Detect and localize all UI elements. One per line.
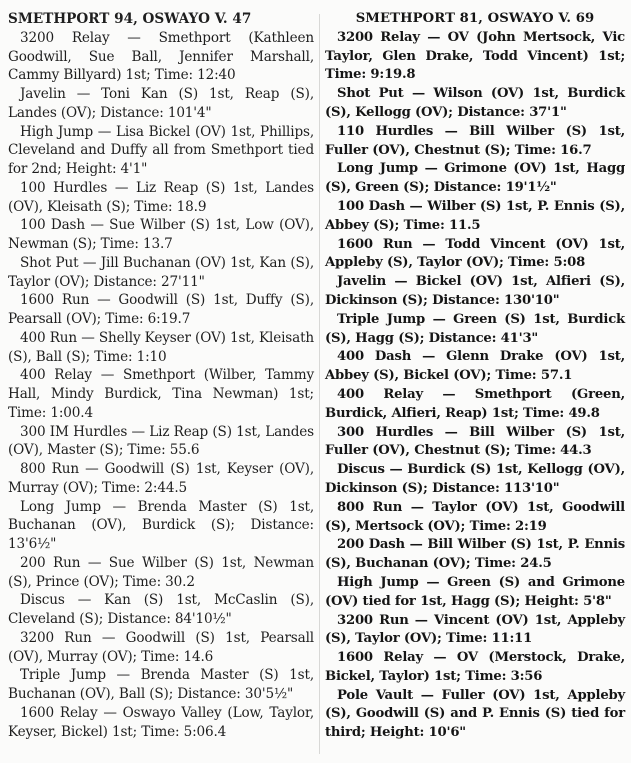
event-result: 3200 Relay — OV (John Mertsock, Vic Taylor, Glen Drake, Todd Vincent) 1st; Time: 9:19.8 [325, 29, 625, 83]
event-result: 1600 Relay — Oswayo Valley (Low, Taylor, Keyser, Bickel) 1st; Time: 5:06.4 [8, 704, 314, 740]
event-result: 110 Hurdles — Bill Wilber (S) 1st, Fuller (OV), Chestnut (S); Time: 16.7 [325, 123, 625, 158]
event-result: 3200 Relay — Smethport (Kathleen Goodwill, Sue Ball, Jennifer Marshall, Cammy Billyard) 1st; Time: 12:40 [8, 29, 314, 84]
event-result: High Jump — Lisa Bickel (OV) 1st, Phillips, Cleveland and Duffy all from Smethport tied for 2nd; Height: 4'1" [8, 123, 314, 177]
event-result: 1600 Run — Goodwill (S) 1st, Duffy (S), Pearsall (OV); Time: 6:19.7 [8, 292, 314, 327]
event-result: Discus — Kan (S) 1st, McCaslin (S), Cleveland (S); Distance: 84'10½" [8, 592, 314, 627]
event-result: Long Jump — Brenda Master (S) 1st, Buchanan (OV), Burdick (S); Distance: 13'6½" [8, 498, 314, 552]
event-result: 1600 Relay — OV (Merstock, Drake, Bickel, Taylor) 1st; Time: 3:56 [325, 650, 625, 684]
event-result: 200 Dash — Bill Wilber (S) 1st, P. Ennis (S), Buchanan (OV); Time: 24.5 [325, 537, 625, 572]
event-result: 3200 Run — Goodwill (S) 1st, Pearsall (OV), Murray (OV); Time: 14.6 [8, 629, 314, 665]
column-divider [319, 14, 320, 754]
event-result: 100 Dash — Wilber (S) 1st, P. Ennis (S), Abbey (S); Time: 11.5 [325, 198, 625, 233]
girls-meet-heading: SMETHPORT 94, OSWAYO V. 47 [8, 11, 252, 27]
event-result: Javelin — Toni Kan (S) 1st, Reap (S), Landes (OV); Distance: 101'4" [8, 86, 314, 121]
event-result: Triple Jump — Brenda Master (S) 1st, Buchanan (OV), Ball (S); Distance: 30'5½" [8, 667, 314, 702]
event-result: 300 Hurdles — Bill Wilber (S) 1st, Fuller (OV), Chestnut (S); Time: 44.3 [325, 424, 625, 459]
event-result: Javelin — Bickel (OV) 1st, Alfieri (S), Dickinson (S); Distance: 130'10" [325, 274, 625, 308]
event-result: 300 IM Hurdles — Liz Reap (S) 1st, Landes (OV), Master (S); Time: 55.6 [8, 423, 314, 459]
event-result: 800 Run — Goodwill (S) 1st, Keyser (OV), Murray (OV); Time: 2:44.5 [8, 461, 314, 496]
event-result: 400 Run — Shelly Keyser (OV) 1st, Kleisath (S), Ball (S); Time: 1:10 [8, 329, 314, 365]
event-result: 400 Relay — Smethport (Wilber, Tammy Hall, Mindy Burdick, Tina Newman) 1st; Time: 1:00.4 [8, 367, 314, 421]
event-result: 800 Run — Taylor (OV) 1st, Goodwill (S), Mertsock (OV); Time: 2:19 [325, 499, 625, 534]
event-result: 100 Dash — Sue Wilber (S) 1st, Low (OV), Newman (S); Time: 13.7 [8, 217, 314, 252]
boys-meet-heading: SMETHPORT 81, OSWAYO V. 69 [355, 11, 595, 26]
girls-results-column [8, 10, 314, 741]
event-result: Triple Jump — Green (S) 1st, Burdick (S), Hagg (S); Distance: 41'3" [325, 311, 625, 346]
event-result: 3200 Run — Vincent (OV) 1st, Appleby (S), Taylor (OV); Time: 11:11 [325, 612, 625, 647]
event-result: 100 Hurdles — Liz Reap (S) 1st, Landes (OV), Kleisath (S); Time: 18.9 [8, 179, 314, 215]
event-result: Shot Put — Jill Buchanan (OV) 1st, Kan (S), Taylor (OV); Distance: 27'11" [8, 254, 314, 290]
event-result: High Jump — Green (S) and Grimone (OV) tied for 1st, Hagg (S); Height: 5'8" [325, 574, 625, 609]
event-result: Pole Vault — Fuller (OV) 1st, Appleby (S), Goodwill (S) and P. Ennis (S) tied for third; Height: 10'6" [325, 687, 625, 741]
boys-results-column [325, 10, 625, 743]
event-result: 200 Run — Sue Wilber (S) 1st, Newman (S), Prince (OV); Time: 30.2 [8, 554, 314, 590]
event-result: 1600 Run — Todd Vincent (OV) 1st, Appleby (S), Taylor (OV); Time: 5:08 [325, 236, 625, 271]
event-result: Long Jump — Grimone (OV) 1st, Hagg (S), Green (S); Distance: 19'1½" [325, 161, 625, 196]
event-result: 400 Dash — Glenn Drake (OV) 1st, Abbey (S), Bickel (OV); Time: 57.1 [325, 349, 625, 384]
event-result: Discus — Burdick (S) 1st, Kellogg (OV), Dickinson (S); Distance: 113'10" [325, 462, 625, 496]
girls-event-list [8, 29, 314, 742]
event-result: Shot Put — Wilson (OV) 1st, Burdick (S), Kellogg (OV); Distance: 37'1" [325, 86, 625, 120]
boys-event-list [325, 29, 625, 743]
event-result: 400 Relay — Smethport (Green, Burdick, Alfieri, Reap) 1st; Time: 49.8 [325, 386, 625, 421]
